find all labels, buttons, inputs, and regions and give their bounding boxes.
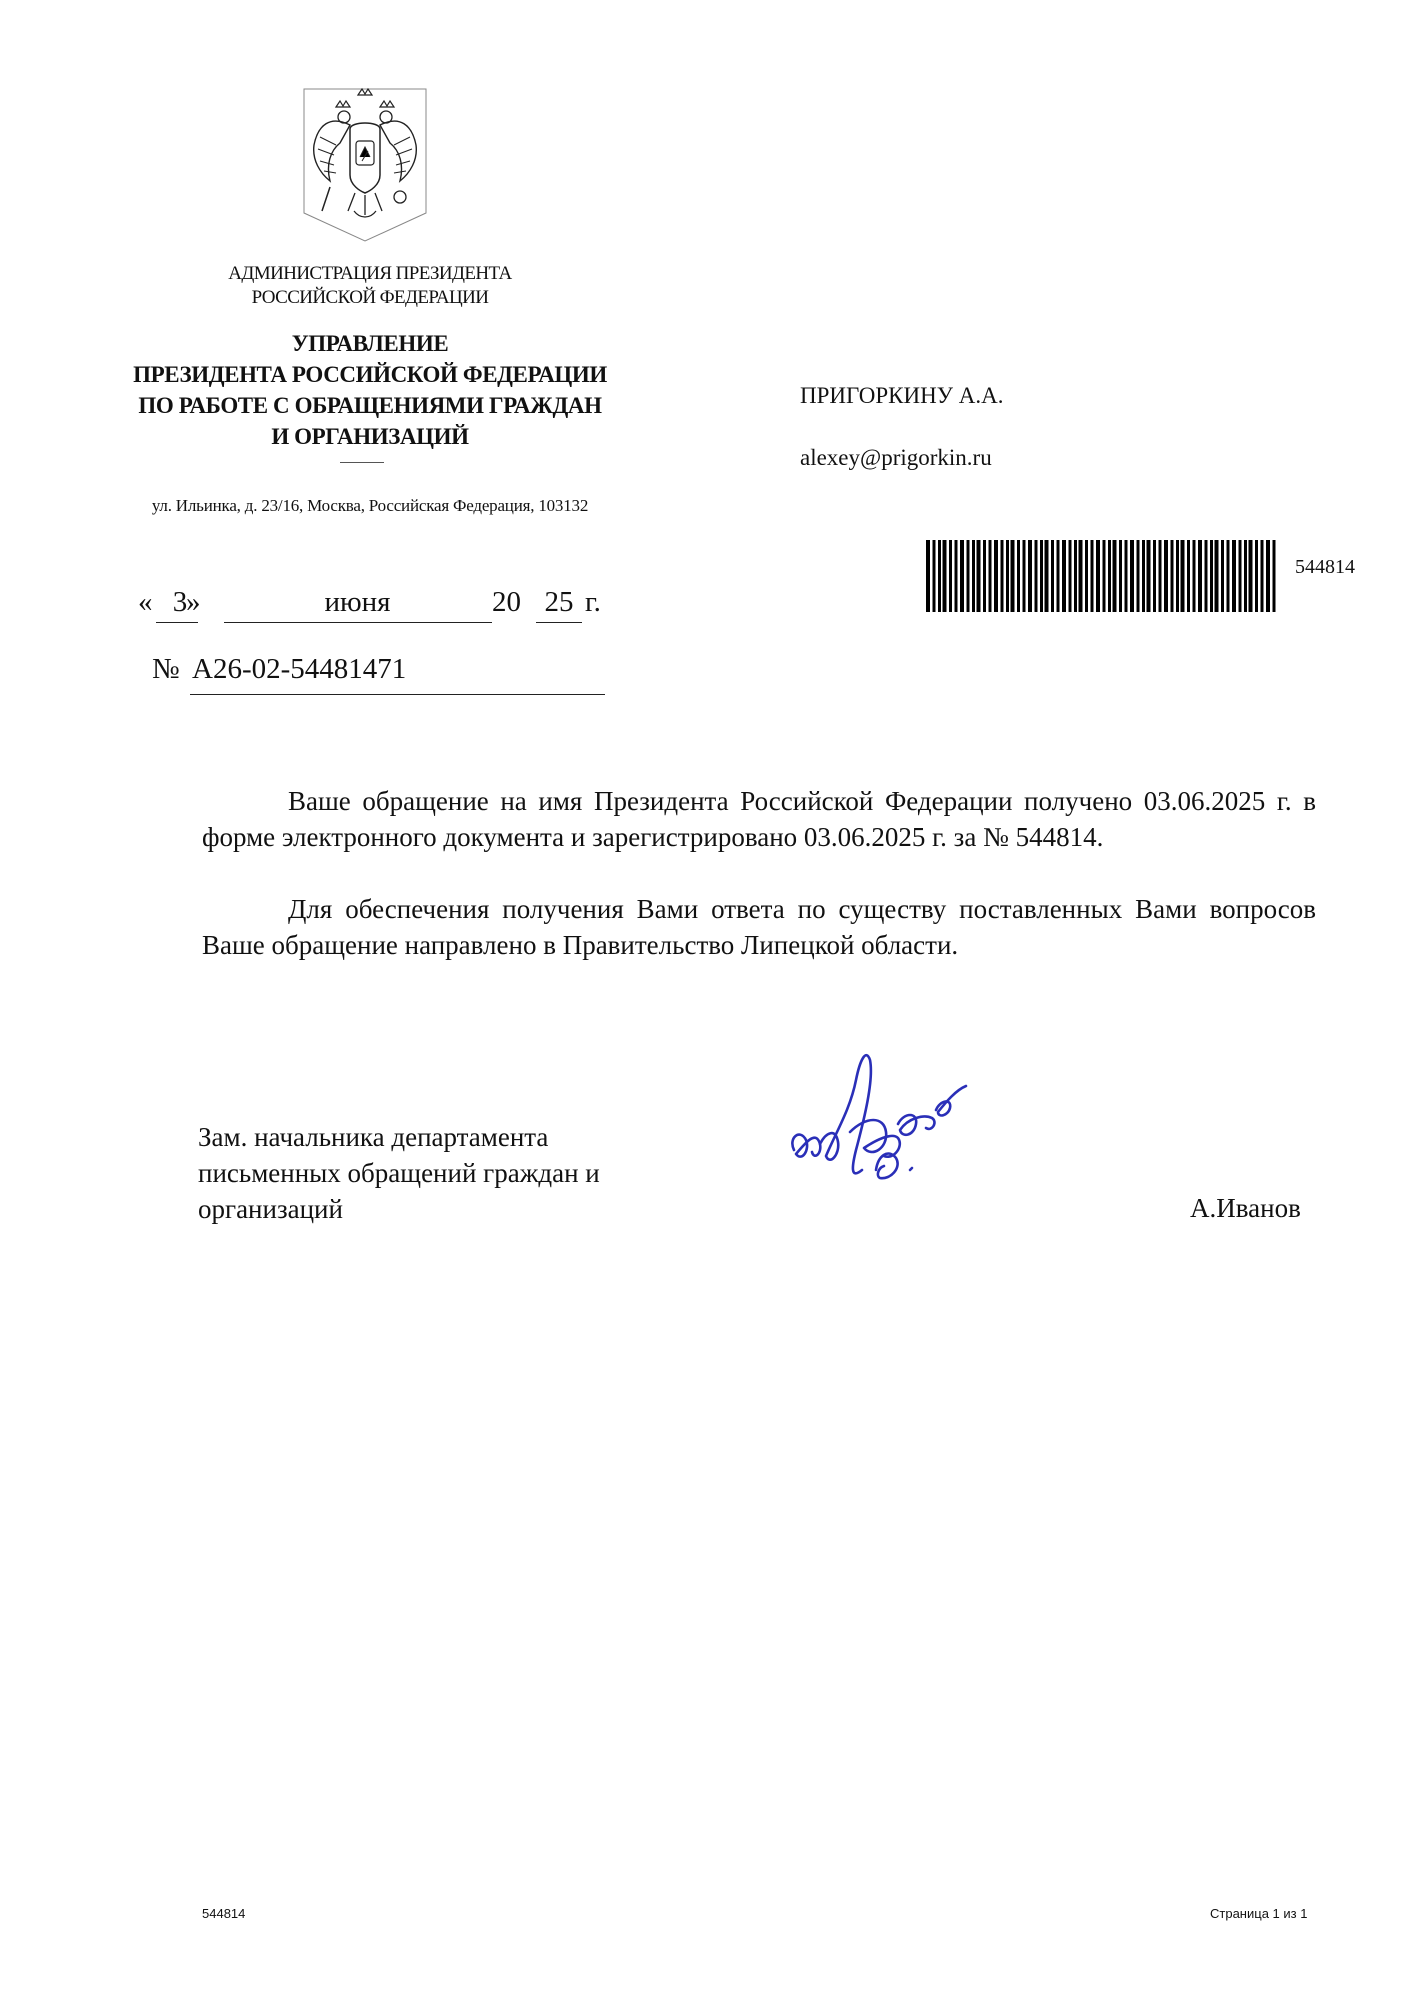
barcode-bar [1159,540,1162,612]
barcode-bar [1062,540,1066,612]
barcode-bar [1198,540,1202,612]
barcode-bar [1045,540,1049,612]
barcode-bar [972,540,975,612]
barcode-bar [1221,540,1224,612]
barcode-bar [1193,540,1196,612]
signer-position [198,1119,698,1227]
barcode-bar [989,540,992,612]
barcode-bar [1205,540,1208,612]
barcode-bar [1103,540,1106,612]
barcode-bar [1261,540,1264,612]
barcode-bar [1176,540,1179,612]
footer-page-info: Страница 1 из 1 [1210,1906,1308,1921]
recipient-email: alexey@prigorkin.ru [800,445,992,470]
barcode-bar [1006,540,1009,612]
barcode-bar [1244,540,1247,612]
barcode-bar [1232,540,1236,612]
barcode-bar [1227,540,1230,612]
handwritten-signature [780,1020,1000,1210]
sender-address: ул. Ильинка, д. 23/16, Москва, Российская Федерация, 103132 [151,496,589,515]
barcode-bar [1079,540,1083,612]
barcode-bar [955,540,958,612]
body-paragraph-2: Для обеспечения получения Вами ответа по существу поставленных Вами вопросов Ваше обращение направлено в Правительство Липецкой области. [202,894,1316,960]
barcode-bar [1035,540,1038,612]
barcode-bar [1181,540,1185,612]
barcode-bar [1074,540,1077,612]
barcode-bar [949,540,952,612]
barcode-bar [1266,540,1270,612]
barcode-bar [938,540,941,612]
barcode-bar [1085,540,1088,612]
barcode-bar [1147,540,1151,612]
barcode-bar [1153,540,1156,612]
date-month: июня [324,586,391,618]
dept-line-2: ПРЕЗИДЕНТА РОССИЙСКОЙ ФЕДЕРАЦИИ [133,362,607,387]
signer-position-line-2: письменных обращений граждан и [198,1158,600,1188]
barcode-bar [1017,540,1020,612]
barcode-bar [1130,540,1134,612]
signer-position-line-3: организаций [198,1194,343,1224]
recipient-name: ПРИГОРКИНУ А.А. [800,383,1004,408]
barcode-bar [1187,540,1190,612]
date-quote-open: « [138,586,153,618]
document-number: А26-02-54481471 [192,653,407,685]
admin-line-1: АДМИНИСТРАЦИЯ ПРЕЗИДЕНТА [228,263,512,284]
signer-position-line-1: Зам. начальника департамента [198,1122,549,1152]
date-year-prefix: 20 [492,586,521,618]
barcode-bar [1113,540,1117,612]
barcode-bar [983,540,986,612]
month-underline [224,622,492,623]
date-year-suffix: 25 [544,586,574,618]
number-sign: № [152,653,180,685]
day-underline [156,622,198,623]
signer-name: А.Иванов [1190,1193,1301,1223]
barcode-bar [1273,540,1276,612]
admin-line-2: РОССИЙСКОЙ ФЕДЕРАЦИИ [251,287,489,308]
coat-of-arms-icon [300,85,430,245]
barcode [926,540,1276,612]
barcode-bar [1051,540,1054,612]
barcode-bar [1125,540,1128,612]
barcode-bar [1119,540,1122,612]
barcode-bar [1108,540,1111,612]
barcode-bar [1023,540,1026,612]
barcode-bar [1239,540,1242,612]
barcode-bar [1057,540,1060,612]
dept-line-1: УПРАВЛЕНИЕ [291,331,449,356]
body-paragraph-1: Ваше обращение на имя Президента Российской Федерации получено 03.06.2025 г. в форме электронного документа и зарегистрировано 03.06.2025 г. за № 544814. [202,786,1316,852]
date-quote-close: » [186,586,201,618]
barcode-bar [1040,540,1043,612]
barcode-bar [1255,540,1258,612]
barcode-bar [1164,540,1168,612]
barcode-bar [960,540,964,612]
header-divider [340,462,384,463]
dept-line-4: И ОРГАНИЗАЦИЙ [271,424,469,449]
barcode-bar [1215,540,1219,612]
barcode-bar [1001,540,1004,612]
barcode-bar [1028,540,1032,612]
date-day: 3 [172,586,188,618]
barcode-bar [1011,540,1015,612]
barcode-bar [1091,540,1094,612]
dept-line-3: ПО РАБОТЕ С ОБРАЩЕНИЯМИ ГРАЖДАН [138,393,602,418]
year-underline [536,622,582,623]
barcode-bar [1210,540,1213,612]
barcode-bar [1096,540,1100,612]
barcode-bar [926,540,930,612]
barcode-number: 544814 [1295,556,1355,578]
number-underline [190,694,605,695]
barcode-bar [977,540,981,612]
date-year-unit: г. [585,586,601,618]
barcode-bar [943,540,947,612]
barcode-bar [1171,540,1174,612]
barcode-bar [1142,540,1145,612]
barcode-bar [933,540,936,612]
barcode-bar [1249,540,1253,612]
barcode-bar [1137,540,1140,612]
barcode-bar [967,540,970,612]
footer-doc-number: 544814 [202,1906,246,1921]
barcode-bar [1069,540,1072,612]
barcode-bar [994,540,998,612]
